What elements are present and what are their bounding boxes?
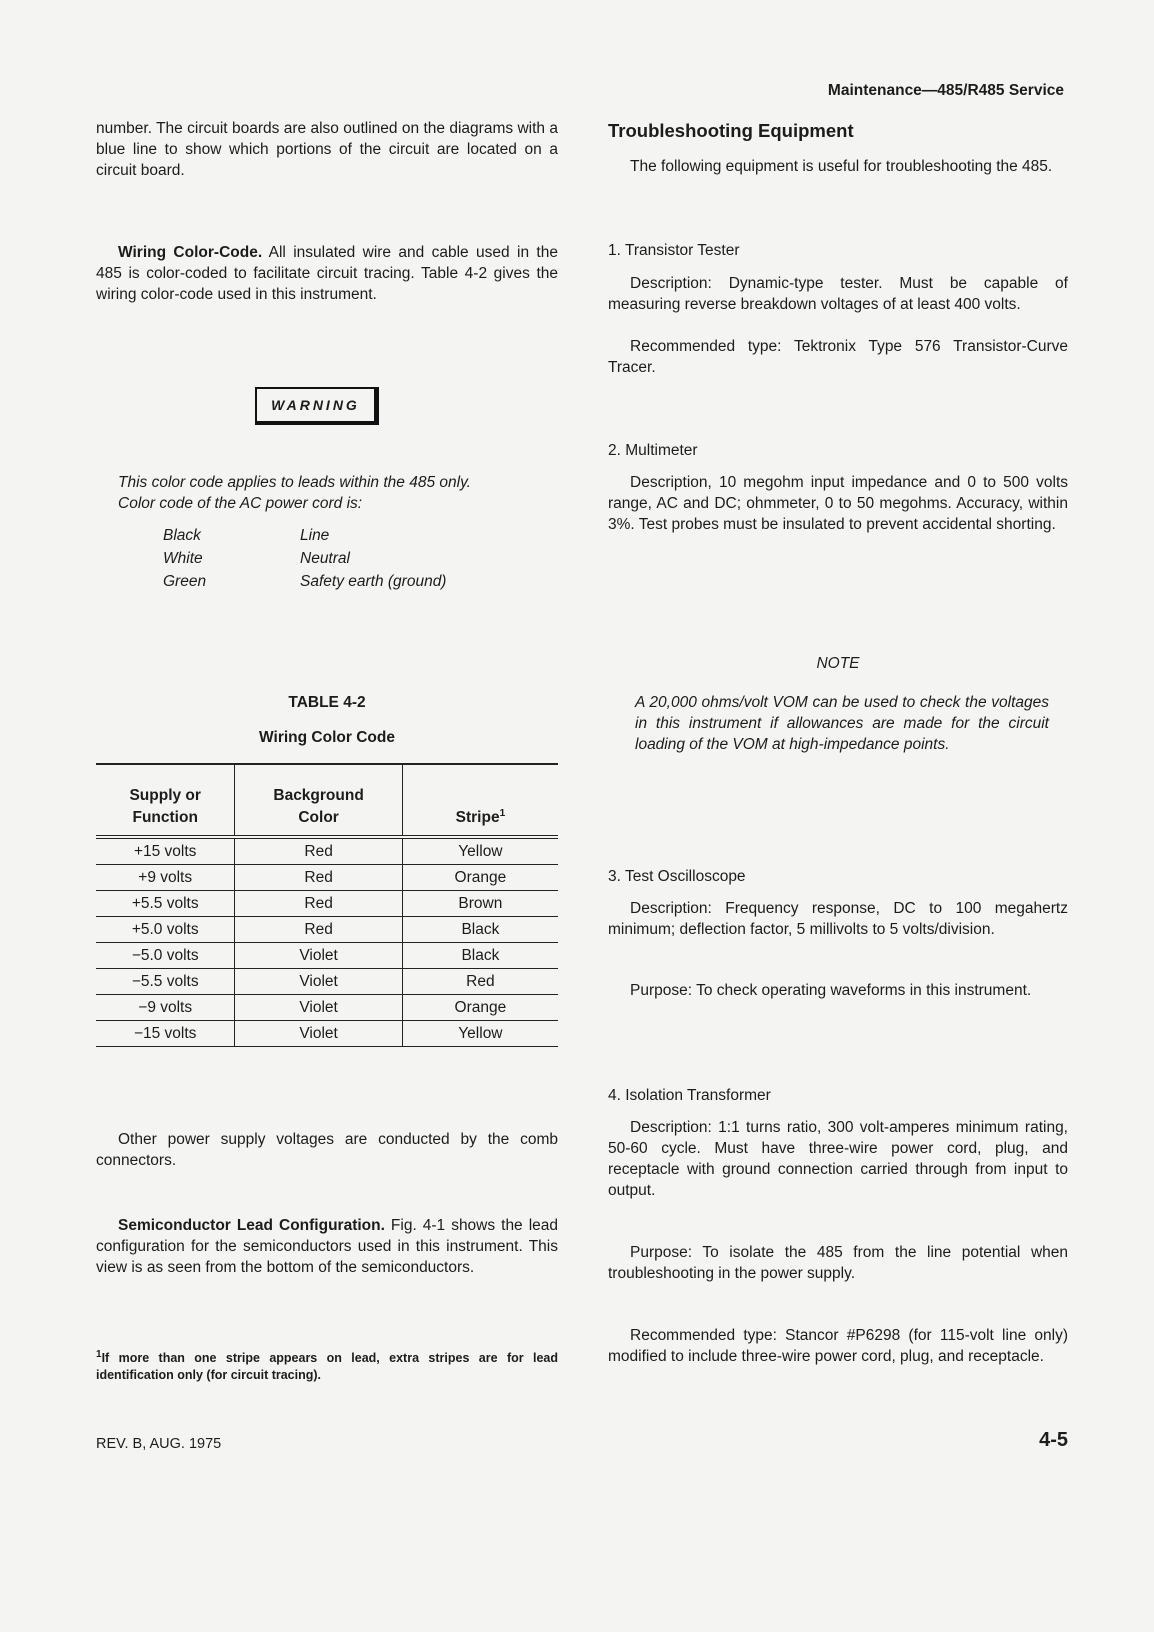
running-header: Maintenance—485/R485 Service [827, 82, 1064, 99]
table-number: TABLE 4-2 [288, 694, 366, 711]
table-row: −5.0 volts Violet Black [96, 943, 558, 969]
item-4-recommended: Recommended type: Stancor #P6298 (for 115-volt line only) modified to include three-wire power cord, plug, and receptacle. [608, 1327, 1068, 1365]
note-label: NOTE [816, 655, 860, 672]
section-intro: The following equipment is useful for troubleshooting the 485. [630, 158, 1053, 175]
section-title: Troubleshooting Equipment [608, 120, 854, 141]
item-4-description: Description: 1:1 turns ratio, 300 volt-amperes minimum rating, 50-60 cycle. Must have three-wire power cord, plug, and receptacle with ground connection carried through from input to output. [608, 1119, 1068, 1199]
item-4-heading: 4. Isolation Transformer [608, 1087, 771, 1104]
table-row: +9 volts Red Orange [96, 865, 558, 891]
table-row: +15 volts Red Yellow [96, 837, 558, 865]
warning-line-2: Color code of the AC power cord is: [118, 495, 363, 512]
col-header-supply: Supply or Function [96, 764, 235, 837]
table-header-row [96, 764, 558, 837]
other-supply-paragraph: Other power supply voltages are conducted by the comb connectors. [96, 1131, 558, 1169]
table-row: +5.0 volts Red Black [96, 917, 558, 943]
semiconductor-heading: Semiconductor Lead Configuration. [118, 1217, 385, 1234]
item-2-heading: 2. Multimeter [608, 442, 698, 459]
cord-color-black: Black [163, 527, 201, 544]
page-number: 4-5 [1039, 1429, 1068, 1451]
wiring-color-code-paragraph [96, 242, 558, 305]
wiring-color-code-text: All insulated wire and cable used in the 485 is color-coded to facilitate circuit tracing. Table 4-2 gives the wiring color-code used in this instrument. [96, 244, 558, 303]
warning-line-1: This color code applies to leads within the 485 only. [118, 474, 471, 491]
item-2-description: Description, 10 megohm input impedance and 0 to 500 volts range, AC and DC; ohmmeter, 0 to 50 megohms. Accuracy, within 3%. Test probes must be insulated to prevent accidental shorting. [608, 474, 1068, 533]
wiring-color-table [96, 763, 558, 1047]
item-1-recommended: Recommended type: Tektronix Type 576 Transistor-Curve Tracer. [608, 338, 1068, 376]
footnote-text: If more than one stripe appears on lead, extra stripes are for lead identification only (for circuit tracing). [96, 1351, 558, 1382]
table-row: +5.5 volts Red Brown [96, 891, 558, 917]
table-title: Wiring Color Code [259, 729, 395, 746]
cord-use-line: Line [300, 527, 330, 544]
semiconductor-text: Fig. 4-1 shows the lead configuration for the semiconductors used in this instrument. This view is as seen from the bottom of the semiconductors. [96, 1217, 558, 1276]
wiring-color-code-heading: Wiring Color-Code. [118, 244, 263, 261]
item-4-purpose: Purpose: To isolate the 485 from the line potential when troubleshooting in the power supply. [608, 1244, 1068, 1282]
note-text: A 20,000 ohms/volt VOM can be used to check the voltages in this instrument if allowances are made for the circuit loading of the VOM at high-impedance points. [635, 694, 1049, 753]
table-row: −9 volts Violet Orange [96, 995, 558, 1021]
revision-date: REV. B, AUG. 1975 [96, 1436, 222, 1452]
table-row: −5.5 volts Violet Red [96, 969, 558, 995]
item-3-purpose: Purpose: To check operating waveforms in this instrument. [630, 982, 1032, 999]
item-1-description: Description: Dynamic-type tester. Must be capable of measuring reverse breakdown voltages of at least 400 volts. [608, 275, 1068, 313]
item-3-heading: 3. Test Oscilloscope [608, 868, 746, 885]
cord-color-green: Green [163, 573, 207, 590]
item-3-description: Description: Frequency response, DC to 100 megahertz minimum; deflection factor, 5 millivolts to 5 volts/division. [608, 900, 1068, 938]
col-header-stripe: Stripe$^1$ [402, 764, 558, 837]
semiconductor-paragraph [96, 1215, 558, 1278]
item-1-heading: 1. Transistor Tester [608, 242, 740, 259]
col-header-background: Background Color [235, 764, 402, 837]
footnote [96, 1350, 558, 1384]
table-row: −15 volts Violet Yellow [96, 1021, 558, 1047]
footnote-mark: 1 [96, 1348, 102, 1360]
intro-paragraph: number. The circuit boards are also outlined on the diagrams with a blue line to show which portions of the circuit are located on a circuit board. [96, 120, 558, 179]
cord-use-neutral: Neutral [300, 550, 350, 567]
cord-use-ground: Safety earth (ground) [300, 573, 447, 590]
cord-color-white: White [163, 550, 203, 567]
warning-label: WARNING [255, 387, 379, 425]
